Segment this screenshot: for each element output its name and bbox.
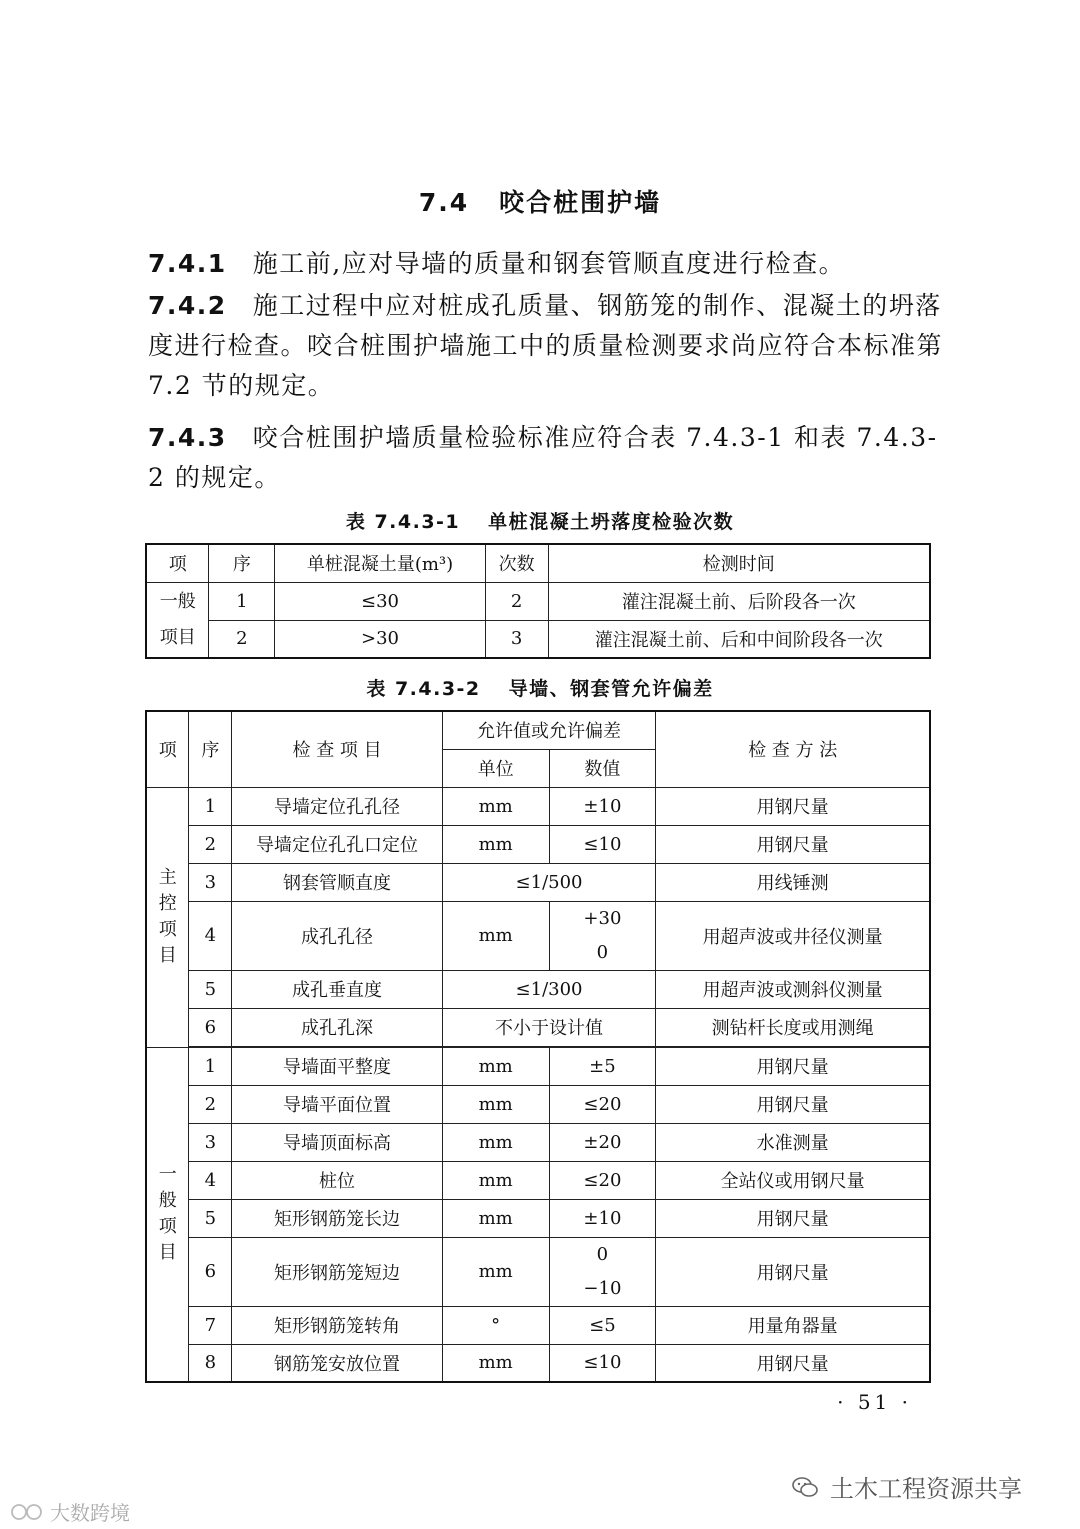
method-cell: 水准测量 — [656, 1123, 930, 1161]
item-cell: 矩形钢筋笼长边 — [232, 1199, 442, 1237]
clause-text: 咬合桩围护墙质量检验标准应符合表 7.4.3-1 和表 7.4.3-2 的规定。 — [148, 423, 938, 492]
tolerance-table — [145, 710, 931, 1383]
section-title — [0, 183, 1080, 219]
value-cell: ±20 — [549, 1123, 656, 1161]
header-time: 检测时间 — [548, 544, 930, 582]
value-lower: 0 — [596, 941, 609, 963]
table-header-row — [146, 544, 930, 582]
table-row — [146, 1123, 930, 1161]
group-general-cell: 一般项目 — [146, 1047, 189, 1382]
value-cell — [549, 1237, 656, 1306]
item-cell: 钢套管顺直度 — [232, 863, 442, 901]
value-upper: +30 — [583, 907, 622, 929]
table-row — [146, 1306, 930, 1344]
method-cell: 用超声波或井径仪测量 — [656, 901, 930, 970]
value-lower: −10 — [583, 1277, 622, 1299]
table2-caption: 导墙、钢套管允许偏差 — [508, 678, 714, 700]
value-cell: ±10 — [549, 1199, 656, 1237]
item-cell: 成孔垂直度 — [232, 970, 442, 1008]
clause-number: 7.4.1 — [148, 249, 227, 278]
seq-cell: 5 — [189, 970, 232, 1008]
method-cell: 用钢尺量 — [656, 787, 930, 825]
item-cell: 成孔孔径 — [232, 901, 442, 970]
table-row — [146, 1047, 930, 1085]
unit-cell: mm — [442, 1085, 549, 1123]
item-cell: 导墙定位孔孔径 — [232, 787, 442, 825]
seq-cell: 1 — [189, 787, 232, 825]
merged-value-cell: ≤1/500 — [442, 863, 656, 901]
seq-cell: 6 — [189, 1237, 232, 1306]
method-cell: 用钢尺量 — [656, 825, 930, 863]
header-item: 项 — [146, 711, 189, 787]
value-upper: 0 — [596, 1243, 609, 1265]
unit-cell: ° — [442, 1306, 549, 1344]
merged-value-cell: ≤1/300 — [442, 970, 656, 1008]
method-cell: 用线锤测 — [656, 863, 930, 901]
table-row — [146, 863, 930, 901]
seq-cell: 5 — [189, 1199, 232, 1237]
volume-cell: ≤30 — [275, 582, 485, 620]
unit-cell: mm — [442, 1161, 549, 1199]
item-cell: 导墙顶面标高 — [232, 1123, 442, 1161]
time-cell: 灌注混凝土前、后阶段各一次 — [548, 582, 930, 620]
unit-cell: mm — [442, 1123, 549, 1161]
seq-cell: 3 — [189, 863, 232, 901]
watermark-right-text: 土木工程资源共享 — [830, 1475, 1022, 1503]
clause-number: 7.4.2 — [148, 291, 227, 320]
table1-caption: 单桩混凝土坍落度检验次数 — [488, 511, 735, 533]
item-cell: 导墙面平整度 — [232, 1047, 442, 1085]
table-row — [146, 1008, 930, 1046]
watermark-left — [10, 1497, 130, 1526]
section-heading: 咬合桩围护墙 — [499, 188, 662, 217]
seq-cell: 2 — [189, 1085, 232, 1123]
unit-cell: mm — [442, 787, 549, 825]
table-row — [146, 1085, 930, 1123]
watermark-right — [792, 1469, 1022, 1504]
unit-cell: mm — [442, 1199, 549, 1237]
table-row — [146, 1199, 930, 1237]
table1-number: 表 7.4.3-1 — [345, 511, 461, 533]
header-method: 检 查 方 法 — [656, 711, 930, 787]
table-row — [146, 825, 930, 863]
value-cell — [549, 901, 656, 970]
seq-cell: 1 — [209, 582, 275, 620]
seq-cell: 4 — [189, 1161, 232, 1199]
time-cell: 灌注混凝土前、后和中间阶段各一次 — [548, 620, 930, 658]
clause-text: 施工过程中应对桩成孔质量、钢筋笼的制作、混凝土的坍落度进行检查。咬合桩围护墙施工中的质量检测要求尚应符合本标准第 7.2 节的规定。 — [148, 291, 944, 400]
method-cell: 用钢尺量 — [656, 1344, 930, 1382]
method-cell: 用钢尺量 — [656, 1199, 930, 1237]
method-cell: 用钢尺量 — [656, 1085, 930, 1123]
method-cell: 测钻杆长度或用测绳 — [656, 1008, 930, 1046]
seq-cell: 2 — [209, 620, 275, 658]
unit-cell: mm — [442, 1047, 549, 1085]
merged-value-cell: 不小于设计值 — [442, 1008, 656, 1046]
value-cell: ≤20 — [549, 1161, 656, 1199]
page-number: · 51 · — [837, 1390, 912, 1414]
group-main-cell: 主控项目 — [146, 787, 189, 1047]
item-cell: 矩形钢筋笼短边 — [232, 1237, 442, 1306]
table-row — [146, 1237, 930, 1306]
header-volume: 单桩混凝土量(m³) — [275, 544, 485, 582]
header-unit: 单位 — [442, 749, 549, 787]
table-row — [146, 1344, 930, 1382]
seq-cell: 2 — [189, 825, 232, 863]
method-cell: 用钢尺量 — [656, 1237, 930, 1306]
header-allowance: 允许值或允许偏差 — [442, 711, 656, 749]
section-number: 7.4 — [418, 188, 470, 217]
clause-7-4-2 — [148, 286, 948, 406]
table1-title — [0, 507, 1080, 534]
unit-cell: mm — [442, 825, 549, 863]
value-cell: ≤20 — [549, 1085, 656, 1123]
clause-7-4-3 — [148, 418, 948, 498]
item-cell: 矩形钢筋笼转角 — [232, 1306, 442, 1344]
method-cell: 用超声波或测斜仪测量 — [656, 970, 930, 1008]
wechat-icon — [792, 1476, 818, 1498]
table-row — [146, 582, 930, 620]
value-cell: ≤10 — [549, 1344, 656, 1382]
seq-cell: 1 — [189, 1047, 232, 1085]
method-cell: 全站仪或用钢尺量 — [656, 1161, 930, 1199]
value-cell: ±5 — [549, 1047, 656, 1085]
item-cell: 桩位 — [232, 1161, 442, 1199]
table-row — [146, 970, 930, 1008]
header-seq: 序 — [189, 711, 232, 787]
table2-number: 表 7.4.3-2 — [366, 678, 481, 700]
watermark-left-text: 大数跨境 — [50, 1501, 130, 1525]
table-header-row — [146, 711, 930, 749]
slump-test-table — [145, 543, 931, 659]
header-item: 项 — [146, 544, 209, 582]
unit-cell: mm — [442, 901, 549, 970]
unit-cell: mm — [442, 1237, 549, 1306]
method-cell: 用量角器量 — [656, 1306, 930, 1344]
count-cell: 2 — [485, 582, 548, 620]
seq-cell: 6 — [189, 1008, 232, 1046]
item-cell: 成孔孔深 — [232, 1008, 442, 1046]
header-count: 次数 — [485, 544, 548, 582]
method-cell: 用钢尺量 — [656, 1047, 930, 1085]
clause-text: 施工前,应对导墙的质量和钢套管顺直度进行检查。 — [252, 249, 846, 278]
item-cell: 钢筋笼安放位置 — [232, 1344, 442, 1382]
brand-logo-icon — [10, 1503, 44, 1521]
table-row — [146, 787, 930, 825]
volume-cell: >30 — [275, 620, 485, 658]
item-cell: 导墙平面位置 — [232, 1085, 442, 1123]
seq-cell: 8 — [189, 1344, 232, 1382]
item-cell: 导墙定位孔孔口定位 — [232, 825, 442, 863]
header-value: 数值 — [549, 749, 656, 787]
clause-number: 7.4.3 — [148, 423, 227, 452]
count-cell: 3 — [485, 620, 548, 658]
group-cell: 一般项目 — [146, 582, 209, 658]
seq-cell: 4 — [189, 901, 232, 970]
table2-title — [0, 674, 1080, 701]
seq-cell: 7 — [189, 1306, 232, 1344]
value-cell: ≤10 — [549, 825, 656, 863]
table-row — [146, 901, 930, 970]
table-row — [146, 1161, 930, 1199]
unit-cell: mm — [442, 1344, 549, 1382]
seq-cell: 3 — [189, 1123, 232, 1161]
header-check-item: 检 查 项 目 — [232, 711, 442, 787]
clause-7-4-1 — [148, 244, 948, 284]
header-seq: 序 — [209, 544, 275, 582]
table-row — [146, 620, 930, 658]
value-cell: ±10 — [549, 787, 656, 825]
value-cell: ≤5 — [549, 1306, 656, 1344]
